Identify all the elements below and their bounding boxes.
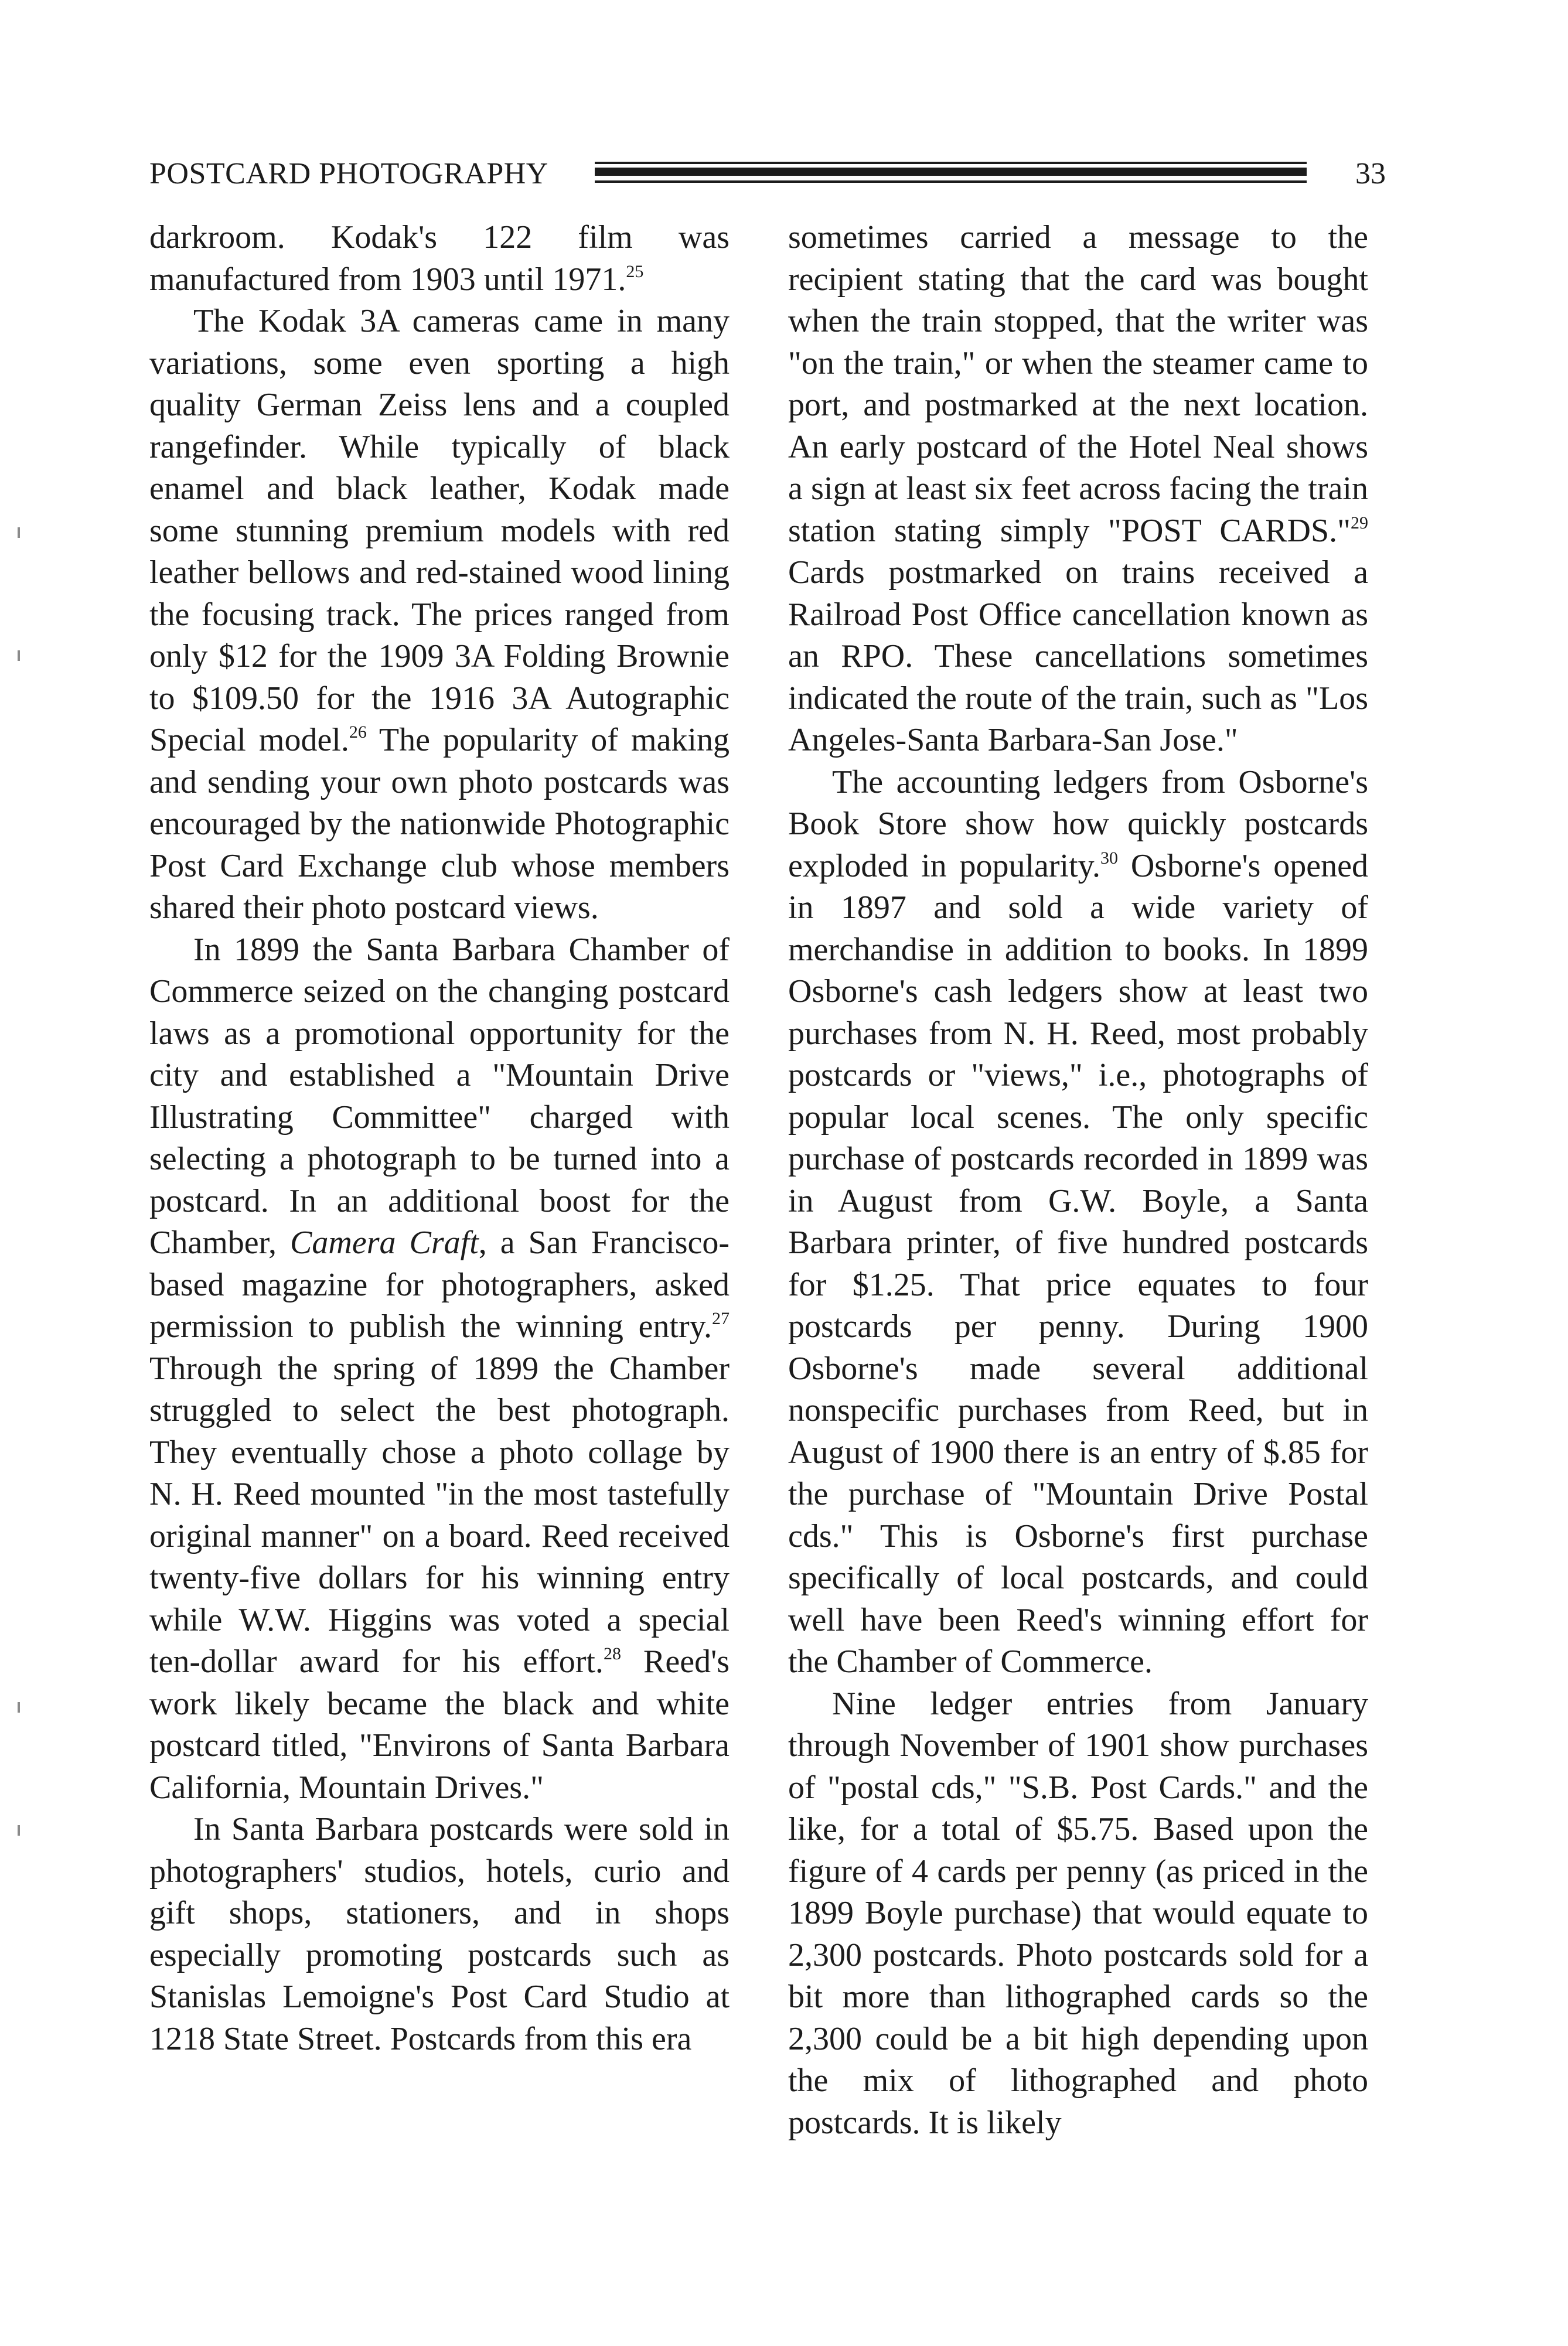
header-rule-line xyxy=(595,162,1307,164)
paragraph xyxy=(788,762,1368,1683)
left-column xyxy=(149,217,730,2060)
paragraph-text: In Santa Barbara postcards were sold in photographers' studios, hotels, curio and gift shops, stationers, and in shops especially promoting postcards such as Stanislas Lemoigne's Post Card Studio at 1218 State Street. Postcards from this era xyxy=(149,1811,730,2057)
paragraph xyxy=(149,1809,730,2060)
page-number: 33 xyxy=(1355,157,1386,190)
paragraph xyxy=(149,217,730,301)
paragraph xyxy=(788,217,1368,762)
margin-mark xyxy=(18,1702,20,1713)
paragraph xyxy=(149,301,730,929)
margin-mark xyxy=(18,527,20,538)
footnote-ref: 26 xyxy=(349,722,367,742)
paragraph-text: Reed's work likely became the black and white postcard titled, "Environs of Santa Barbara California, Mountain Drives." xyxy=(149,1643,730,1806)
footnote-ref: 30 xyxy=(1100,848,1119,868)
paragraph-text: The accounting ledgers from Osborne's Book Store show how quickly postcards exploded in popularity. xyxy=(788,763,1368,884)
magazine-title: Camera Craft xyxy=(290,1225,479,1261)
paragraph-text: Nine ledger entries from January through November of 1901 show purchases of "postal cds," "S.B. Post Cards." and the like, for a total of $5.75. Based upon the figure of 4 cards per penny (as priced in the 1899 Boyle purchase) that would equate to 2,300 postcards. Photo postcards sold for a bit more than lithographed cards so the 2,300 could be a bit high depending upon the mix of lithographed and photo postcards. It is likely xyxy=(788,1685,1368,2141)
paragraph-text: darkroom. Kodak's 122 film was manufactured from 1903 until 1971. xyxy=(149,219,730,298)
paragraph-text: Osborne's opened in 1897 and sold a wide variety of merchandise in addition to books. In 1899 Osborne's cash ledgers show at least two purchases from N. H. Reed, most probably postcards or "views," i.e., photographs of popular local scenes. The only specific purchase of postcards recorded in 1899 was in August from G.W. Boyle, a Santa Barbara printer, of five hundred postcards for $1.25. That price equates to four postcards per penny. During 1900 Osborne's made several additional nonspecific purchases from Reed, but in August of 1900 there is an entry of $.85 for the purchase of "Mountain Drive Postal cds." This is Osborne's first purchase specifically of local postcards, and could well have been Reed's winning effort for the Chamber of Commerce. xyxy=(788,847,1368,1680)
margin-mark xyxy=(18,650,20,661)
paragraph-text: The popularity of making and sending your own photo postcards was encouraged by the nationwide Photographic Post Card Exchange club whose members shared their photo postcard views. xyxy=(149,722,730,926)
running-title: POSTCARD PHOTOGRAPHY xyxy=(149,157,548,190)
footnote-ref: 27 xyxy=(712,1309,730,1328)
paragraph-text: Cards postmarked on trains received a Railroad Post Office cancellation known as an RPO. These cancellations sometimes indicated the route of the train, such as "Los Angeles-Santa Barbara-San Jose." xyxy=(788,554,1368,758)
right-column xyxy=(788,217,1368,2144)
header-rule xyxy=(595,162,1307,190)
footnote-ref: 29 xyxy=(1351,513,1368,533)
paragraph-text: In 1899 the Santa Barbara Chamber of Commerce seized on the changing postcard laws as a promotional opportunity for the city and established a "Mountain Drive Illustrating Committee" charged with selecting a photograph to be turned into a postcard. In an additional boost for the Chamber, xyxy=(149,931,730,1261)
paragraph xyxy=(788,1683,1368,2144)
running-head xyxy=(149,154,1386,195)
paragraph-text: , a San Francisco-based magazine for photographers, asked permission to publish the winning entry. xyxy=(149,1225,730,1345)
paragraph-text: Through the spring of 1899 the Chamber struggled to select the best photograph. They eventually chose a photo collage by N. H. Reed mounted "in the most tastefully original manner" on a board. Reed received twenty-five dollars for his winning entry while W.W. Higgins was voted a special ten-dollar award for his effort. xyxy=(149,1350,730,1680)
margin-mark xyxy=(18,1825,20,1836)
paragraph-text: The Kodak 3A cameras came in many variations, some even sporting a high quality German Zeiss lens and a coupled rangefinder. While typically of black enamel and black leather, Kodak made some stunning premium models with red leather bellows and red-stained wood lining the focusing track. The prices ranged from only $12 for the 1909 3A Folding Brownie to $109.50 for the 1916 3A Autographic Special model. xyxy=(149,303,730,758)
paragraph xyxy=(149,929,730,1809)
paragraph-text: sometimes carried a message to the recipient stating that the card was bought when the train stopped, that the writer was "on the train," or when the steamer came to port, and postmarked at the next location. An early postcard of the Hotel Neal shows a sign at least six feet across facing the train station stating simply "POST CARDS." xyxy=(788,219,1368,549)
footnote-ref: 25 xyxy=(626,261,644,281)
header-rule-line xyxy=(595,168,1307,176)
footnote-ref: 28 xyxy=(603,1644,621,1663)
header-rule-line xyxy=(595,180,1307,183)
